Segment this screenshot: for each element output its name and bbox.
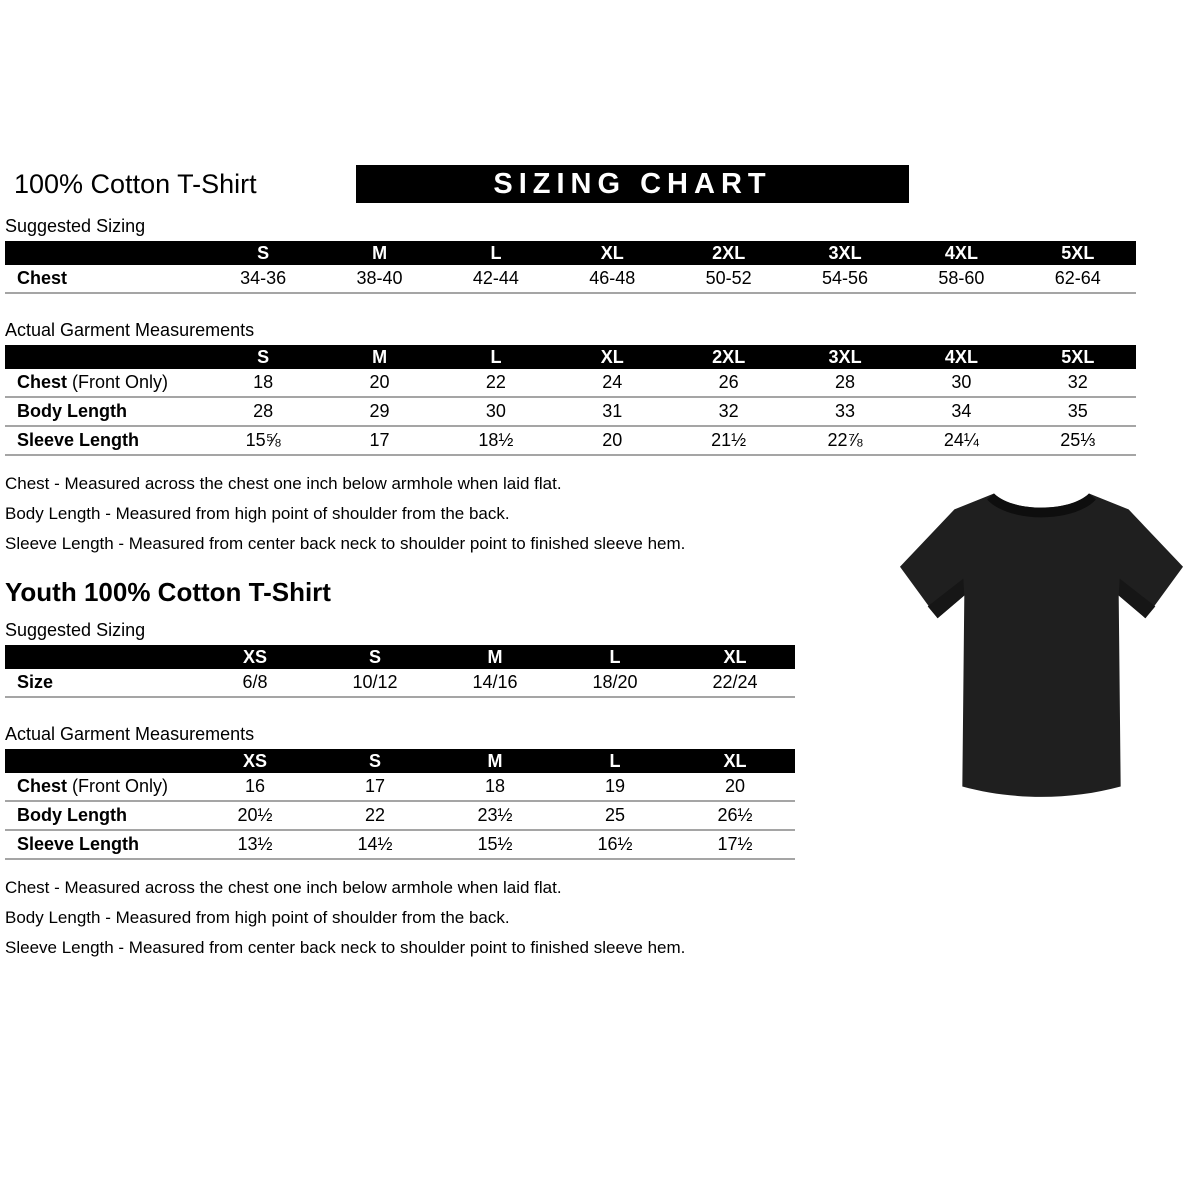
size-column-header: M [435,749,555,773]
size-column-header: S [315,645,435,669]
adult-suggested-sizing-label: Suggested Sizing [5,216,146,236]
youth-actual-measurements-label: Actual Garment Measurements [5,724,255,744]
note-line: Sleeve Length - Measured from center back neck to shoulder point to finished sleeve hem. [5,534,686,553]
table-row [5,369,1136,397]
measurement-value: 17 [315,773,435,801]
measurement-value: 62-64 [1020,265,1136,293]
size-column-header: XL [554,345,670,369]
measurement-value: 18 [435,773,555,801]
measurement-value: 20 [554,426,670,455]
youth-measurement-notes [5,873,1136,963]
table-header-row [5,241,1136,265]
page-title: 100% Cotton T-Shirt [14,169,257,199]
adult-suggested-sizing-table [5,241,1136,294]
size-column-header: XL [554,241,670,265]
measurement-value: 28 [205,397,321,426]
size-column-header: M [435,645,555,669]
table-row [5,801,795,830]
measurement-value: 18 [205,369,321,397]
measurement-value: 14/16 [435,669,555,697]
measurement-value: 42-44 [438,265,554,293]
measurement-value: 22/24 [675,669,795,697]
size-column-header: XL [675,749,795,773]
adult-actual-measurements-label: Actual Garment Measurements [5,320,255,340]
row-label: Sleeve Length [5,426,205,455]
size-column-header: 4XL [903,345,1019,369]
size-column-header: M [321,241,437,265]
size-column-header: L [438,241,554,265]
measurement-value: 54-56 [787,265,903,293]
measurement-value: 46-48 [554,265,670,293]
measurement-value: 20½ [195,801,315,830]
table-header-empty-cell [5,749,195,773]
measurement-value: 25 [555,801,675,830]
size-column-header: S [205,345,321,369]
row-label: Chest [5,265,205,293]
size-column-header: L [555,749,675,773]
measurement-value: 6/8 [195,669,315,697]
sizing-chart-banner [356,165,909,203]
youth-suggested-sizing-label: Suggested Sizing [5,620,146,640]
measurement-value: 23½ [435,801,555,830]
table-header-row [5,645,795,669]
measurement-value: 18½ [438,426,554,455]
size-column-header: 2XL [671,241,787,265]
measurement-value: 32 [671,397,787,426]
table-row [5,773,795,801]
table-row [5,426,1136,455]
measurement-value: 15⅝ [205,426,321,455]
table-row [5,669,795,697]
table-row [5,265,1136,293]
measurement-value: 21½ [671,426,787,455]
row-label: Size [5,669,195,697]
row-label: Sleeve Length [5,830,195,859]
measurement-value: 19 [555,773,675,801]
measurement-value: 16½ [555,830,675,859]
measurement-value: 24 [554,369,670,397]
measurement-value: 31 [554,397,670,426]
black-tshirt-product-image [898,478,1185,808]
measurement-value: 38-40 [321,265,437,293]
measurement-value: 34 [903,397,1019,426]
row-label: Body Length [5,801,195,830]
table-header-empty-cell [5,345,205,369]
row-label: Chest (Front Only) [5,773,195,801]
note-line: Body Length - Measured from high point of shoulder from the back. [5,504,510,523]
size-column-header: XL [675,645,795,669]
measurement-value: 22 [438,369,554,397]
measurement-value: 50-52 [671,265,787,293]
note-line: Body Length - Measured from high point of shoulder from the back. [5,908,510,927]
measurement-value: 20 [675,773,795,801]
measurement-value: 28 [787,369,903,397]
table-row [5,830,795,859]
measurement-value: 29 [321,397,437,426]
note-line: Chest - Measured across the chest one inch below armhole when laid flat. [5,878,562,897]
measurement-value: 20 [321,369,437,397]
size-column-header: XS [195,645,315,669]
note-line: Chest - Measured across the chest one inch below armhole when laid flat. [5,474,562,493]
measurement-value: 13½ [195,830,315,859]
measurement-value: 15½ [435,830,555,859]
size-column-header: L [555,645,675,669]
youth-section-title: Youth 100% Cotton T-Shirt [5,577,331,607]
measurement-value: 24¼ [903,426,1019,455]
table-header-row [5,749,795,773]
measurement-value: 26 [671,369,787,397]
measurement-value: 25⅓ [1020,426,1136,455]
note-line: Sleeve Length - Measured from center back neck to shoulder point to finished sleeve hem. [5,938,686,957]
size-column-header: 2XL [671,345,787,369]
size-column-header: S [205,241,321,265]
size-column-header: 5XL [1020,241,1136,265]
measurement-value: 17½ [675,830,795,859]
size-column-header: 3XL [787,241,903,265]
size-column-header: 3XL [787,345,903,369]
measurement-value: 14½ [315,830,435,859]
measurement-value: 17 [321,426,437,455]
size-column-header: L [438,345,554,369]
size-column-header: 4XL [903,241,1019,265]
measurement-value: 33 [787,397,903,426]
measurement-value: 30 [438,397,554,426]
table-header-row [5,345,1136,369]
measurement-value: 26½ [675,801,795,830]
measurement-value: 34-36 [205,265,321,293]
row-label: Chest (Front Only) [5,369,205,397]
table-header-empty-cell [5,241,205,265]
page-header [5,165,1136,205]
measurement-value: 22⅞ [787,426,903,455]
tshirt-graphic [898,478,1185,808]
table-header-empty-cell [5,645,195,669]
size-column-header: S [315,749,435,773]
youth-actual-measurements-table [5,749,795,860]
measurement-value: 30 [903,369,1019,397]
size-column-header: 5XL [1020,345,1136,369]
size-column-header: XS [195,749,315,773]
adult-actual-measurements-table [5,345,1136,456]
size-column-header: M [321,345,437,369]
youth-suggested-sizing-table [5,645,795,698]
measurement-value: 22 [315,801,435,830]
measurement-value: 18/20 [555,669,675,697]
table-row [5,397,1136,426]
row-label: Body Length [5,397,205,426]
measurement-value: 35 [1020,397,1136,426]
measurement-value: 58-60 [903,265,1019,293]
tshirt-body [900,494,1183,797]
measurement-value: 10/12 [315,669,435,697]
measurement-value: 32 [1020,369,1136,397]
sizing-chart-banner-text: SIZING CHART [493,167,772,200]
measurement-value: 16 [195,773,315,801]
